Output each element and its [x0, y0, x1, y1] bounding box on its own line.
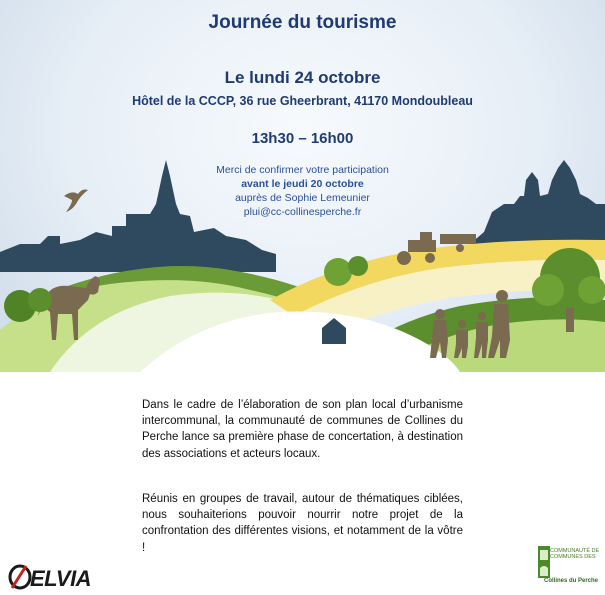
elvia-logo: [8, 562, 108, 592]
bush-icon: [348, 256, 368, 276]
bush-icon: [28, 288, 52, 312]
collines-logo-name: Collines du Perche: [543, 578, 598, 584]
body-paragraph-1: Dans le cadre de l’élaboration de son plan local d’urbanisme intercommunal, la communauté de communes de Collines du Perche lance sa première phase de concertation, à destination des associations et acteurs locaux.: [142, 399, 463, 460]
collines-perche-logo: [538, 544, 602, 592]
contact-email-link[interactable]: plui@cc-collinesperche.fr: [243, 206, 362, 218]
confirm-contact: auprès de Sophie Lemeunier: [235, 192, 370, 204]
confirm-deadline: avant le jeudi 20 octobre: [241, 178, 364, 190]
bush-icon: [324, 258, 352, 286]
page-title: Journée du tourisme: [208, 12, 397, 33]
body-paragraph-2: Réunis en groupes de travail, autour de thématiques ciblées, nous souhaiterions pouvoir nourrir notre projet de la confrontation des différentes visions, et notamment de la vôtre !: [142, 493, 463, 554]
event-hours: 13h30 – 16h00: [251, 130, 354, 147]
elvia-mark-icon: [8, 562, 32, 590]
collines-logo-mark-icon: [538, 546, 550, 578]
confirm-line: Merci de confirmer votre participation: [216, 164, 389, 176]
event-address: Hôtel de la CCCP, 36 rue Gheerbrant, 41170 Mondoubleau: [132, 94, 473, 108]
event-date: Le lundi 24 octobre: [224, 68, 381, 87]
elvia-logo-text: ELVIA: [30, 566, 92, 591]
collines-logo-subtitle: COMMUNAUTÉ DE COMMUNES DES: [550, 548, 600, 560]
